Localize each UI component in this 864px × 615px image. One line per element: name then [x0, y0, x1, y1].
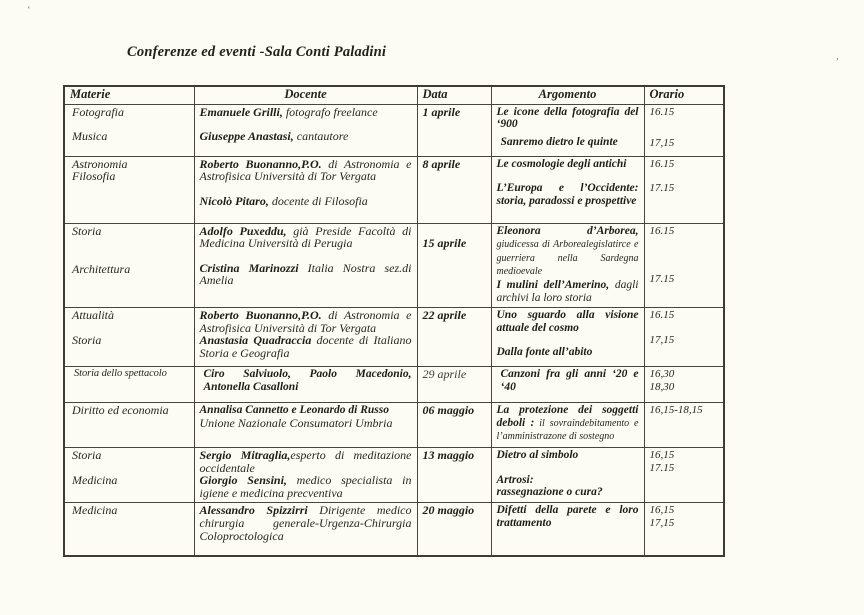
docente-name: Adolfo Puxeddu,	[199, 223, 287, 238]
orario-cell	[644, 503, 724, 556]
materie-item: Medicina	[72, 503, 118, 518]
event-date: 20 maggio	[422, 503, 475, 518]
docente-name: Emanuele Grilli,	[199, 104, 283, 119]
data-cell	[417, 156, 491, 223]
argomento-entry	[497, 158, 639, 171]
argomento-cell	[491, 104, 644, 156]
orario-cell	[644, 223, 724, 308]
docente-cell	[194, 447, 417, 502]
docente-role: Italia Nostra sez.di Amelia	[199, 260, 412, 288]
data-cell	[417, 503, 491, 556]
materie-item: Musica	[72, 129, 108, 144]
docente-name: Giuseppe Anastasi,	[199, 129, 294, 144]
docente-name: Roberto Buonanno,P.O.	[199, 156, 322, 171]
docente-cell	[194, 156, 417, 223]
conference-table	[63, 85, 725, 557]
table-row	[64, 403, 724, 448]
docente-name: Sergio Mitraglia,	[199, 447, 291, 462]
docente-name: Cristina Marinozzi	[199, 260, 299, 275]
data-cell	[417, 308, 491, 367]
docente-cell	[194, 104, 417, 156]
materie-item: Storia dello spettacolo	[74, 368, 167, 380]
event-date: 13 maggio	[422, 447, 475, 462]
orario-value: 16.15	[649, 157, 675, 170]
orario-value: 17.15	[649, 461, 675, 474]
data-cell	[417, 403, 491, 448]
event-date: 8 aprile	[422, 156, 461, 171]
argomento-title: I mulini dell’Amerino,	[496, 278, 610, 291]
argomento-title: Difetti della parete e loro trattamento	[496, 504, 639, 529]
materie-item: Storia	[72, 332, 102, 347]
docente-entry	[200, 417, 412, 430]
event-date: 29 aprile	[422, 367, 467, 382]
table-row	[64, 156, 724, 223]
argomento-entry	[497, 182, 639, 207]
argomento-cell	[491, 503, 644, 556]
orario-value: 16,15	[649, 448, 675, 461]
docente-name: Annalisa Cannetto e Leonardo di Russo	[199, 404, 389, 417]
column-header-data: Data	[417, 86, 491, 104]
orario-value: 16.15	[649, 224, 675, 237]
orario-cell	[644, 447, 724, 502]
argomento-entry	[497, 346, 639, 359]
table-row	[64, 223, 724, 308]
materie-cell	[64, 223, 194, 308]
docente-cell	[194, 367, 417, 403]
materie-item: Attualità	[72, 308, 114, 323]
docente-entry	[200, 130, 412, 143]
materie-item: Storia	[72, 223, 102, 238]
docente-entry	[200, 195, 412, 208]
data-cell	[417, 104, 491, 156]
column-header-orario: Orario	[644, 86, 724, 104]
orario-value: 17,15	[649, 137, 675, 150]
materie-cell	[64, 156, 194, 223]
docente-name: Ciro Salviuolo, Paolo Macedonio, Antonella Casalloni	[203, 368, 412, 393]
docente-entry	[200, 334, 412, 359]
orario-cell	[644, 367, 724, 403]
orario-value: 16,30	[649, 368, 675, 381]
table-row	[64, 308, 724, 367]
docente-cell	[194, 223, 417, 308]
orario-cell	[644, 156, 724, 223]
argomento-desc: il sovraindebitamento e l’amministrazone di sostegno	[496, 417, 639, 443]
orario-value: 16,15	[649, 504, 675, 517]
materie-item: Filosofia	[72, 169, 116, 184]
docente-role: già Preside Facoltà di Medicina Università di Perugia	[199, 223, 412, 251]
scan-speck: ,	[836, 50, 839, 62]
docente-entry	[200, 474, 412, 499]
argomento-title: Artrosi:	[496, 473, 534, 486]
argomento-entry	[497, 449, 639, 462]
data-cell	[417, 223, 491, 308]
materie-item: Fotografia	[72, 104, 125, 119]
orario-cell	[644, 308, 724, 367]
argomento-cell	[491, 367, 644, 403]
docente-role: di Astronomia e Astrofisica Università di Tor Vergata	[199, 156, 412, 184]
docente-role: di Astronomia e Astrofisica Università di Tor Vergata	[199, 308, 412, 335]
orario-cell	[644, 403, 724, 448]
docente-role: docente di Filosofia	[268, 193, 368, 208]
materie-item: Storia	[72, 447, 102, 462]
materie-cell	[64, 367, 194, 403]
argomento-cell	[491, 308, 644, 367]
argomento-entry	[497, 404, 639, 444]
argomento-title: rassegnazione o cura?	[496, 486, 603, 499]
argomento-desc: dagli archivi la loro storia	[496, 278, 639, 304]
materie-item: Medicina	[72, 472, 118, 487]
docente-role: fotografo freelance	[282, 104, 378, 119]
argomento-cell	[491, 156, 644, 223]
argomento-entry	[497, 136, 639, 149]
materie-cell	[64, 503, 194, 556]
docente-role: docente di Italiano Storia e Geografia	[199, 333, 412, 360]
docente-cell	[194, 403, 417, 448]
materie-cell	[64, 104, 194, 156]
materie-cell	[64, 403, 194, 448]
orario-value: 17,15	[649, 333, 675, 346]
header-row	[64, 86, 724, 104]
argomento-cell	[491, 403, 644, 448]
event-date: 1 aprile	[422, 104, 461, 119]
docente-name: Alessandro Spizzirri	[199, 503, 308, 518]
materie-item: Astronomia	[72, 156, 128, 171]
argomento-entry	[497, 504, 639, 529]
docente-entry	[200, 158, 412, 183]
event-date: 06 maggio	[422, 403, 475, 418]
argomento-title: La protezione dei soggetti deboli :	[496, 404, 639, 429]
docente-entry	[200, 309, 412, 334]
event-date: 22 aprile	[422, 308, 467, 323]
argomento-title: Sanremo dietro le quinte	[500, 135, 618, 148]
docente-role: Dirigente medico chirurgia generale-Urgenza-Chirurgia Coloproctologica	[199, 503, 412, 543]
table-row	[64, 447, 724, 502]
column-header-docente: Docente	[194, 86, 417, 104]
docente-name: Nicolò Pitaro,	[199, 193, 269, 208]
argomento-title: Le icone della fotografia del ‘900	[496, 105, 639, 131]
argomento-desc: giudicessa di Arborealegislatirce e guerriera nella Sardegna medioevale	[496, 239, 639, 278]
table-row	[64, 104, 724, 156]
argomento-entry	[497, 106, 639, 131]
docente-entry	[200, 449, 412, 474]
orario-value: 16.15	[649, 105, 675, 118]
docente-name: Anastasia Quadraccia	[199, 333, 312, 348]
argomento-title: Canzoni fra gli anni ‘20 e ‘40	[500, 368, 639, 393]
orario-cell	[644, 104, 724, 156]
orario-value: 17,15	[649, 516, 675, 529]
docente-entry	[200, 225, 412, 250]
materie-item: Diritto ed economia	[72, 403, 169, 418]
scan-speck: ‘	[27, 4, 31, 16]
docente-entry	[200, 368, 412, 393]
docente-role: Unione Nazionale Consumatori Umbria	[199, 415, 393, 430]
column-header-materie: Materie	[64, 86, 194, 104]
orario-value: 16.15	[649, 309, 675, 322]
docente-entry	[200, 262, 412, 287]
table-row	[64, 503, 724, 556]
orario-value: 17.15	[649, 182, 675, 195]
argomento-title: Le cosmologie degli antichi	[496, 157, 627, 170]
table-row	[64, 367, 724, 403]
data-cell	[417, 447, 491, 502]
argomento-entry	[497, 309, 639, 334]
argomento-title: L’Europa e l’Occidente: storia, paradossi e prospettive	[496, 182, 639, 207]
argomento-entry	[497, 474, 639, 487]
materie-cell	[64, 447, 194, 502]
docente-role: cantautore	[293, 129, 349, 144]
argomento-entry	[497, 225, 639, 279]
docente-entry	[200, 106, 412, 119]
docente-cell	[194, 503, 417, 556]
materie-cell	[64, 308, 194, 367]
docente-name: Giorgio Sensini,	[199, 473, 287, 488]
event-date: 15 aprile	[422, 235, 467, 250]
docente-cell	[194, 308, 417, 367]
argomento-title: Uno sguardo alla visione attuale del cosmo	[496, 309, 639, 334]
argomento-entry	[497, 486, 639, 499]
argomento-title: Eleonora d’Arborea,	[496, 224, 639, 237]
orario-value: 16,15-18,15	[649, 404, 703, 417]
argomento-title: Dalla fonte all’abito	[496, 346, 593, 359]
materie-item: Architettura	[72, 262, 131, 277]
page-title: Conferenze ed eventi -Sala Conti Paladini	[127, 44, 387, 60]
orario-value: 18,30	[649, 380, 675, 393]
column-header-argomento: Argomento	[491, 86, 644, 104]
argomento-entry	[497, 368, 639, 393]
data-cell	[417, 367, 491, 403]
argomento-title: Dietro al simbolo	[496, 448, 579, 461]
docente-role: medico specialista in igiene e medicina precventiva	[199, 473, 412, 500]
argomento-entry	[497, 279, 639, 304]
docente-entry	[200, 504, 412, 542]
docente-name: Roberto Buonanno,P.O.	[199, 308, 322, 323]
argomento-cell	[491, 223, 644, 308]
docente-role: esperto di meditazione occidentale	[199, 447, 412, 475]
argomento-cell	[491, 447, 644, 502]
orario-value: 17.15	[649, 273, 675, 286]
